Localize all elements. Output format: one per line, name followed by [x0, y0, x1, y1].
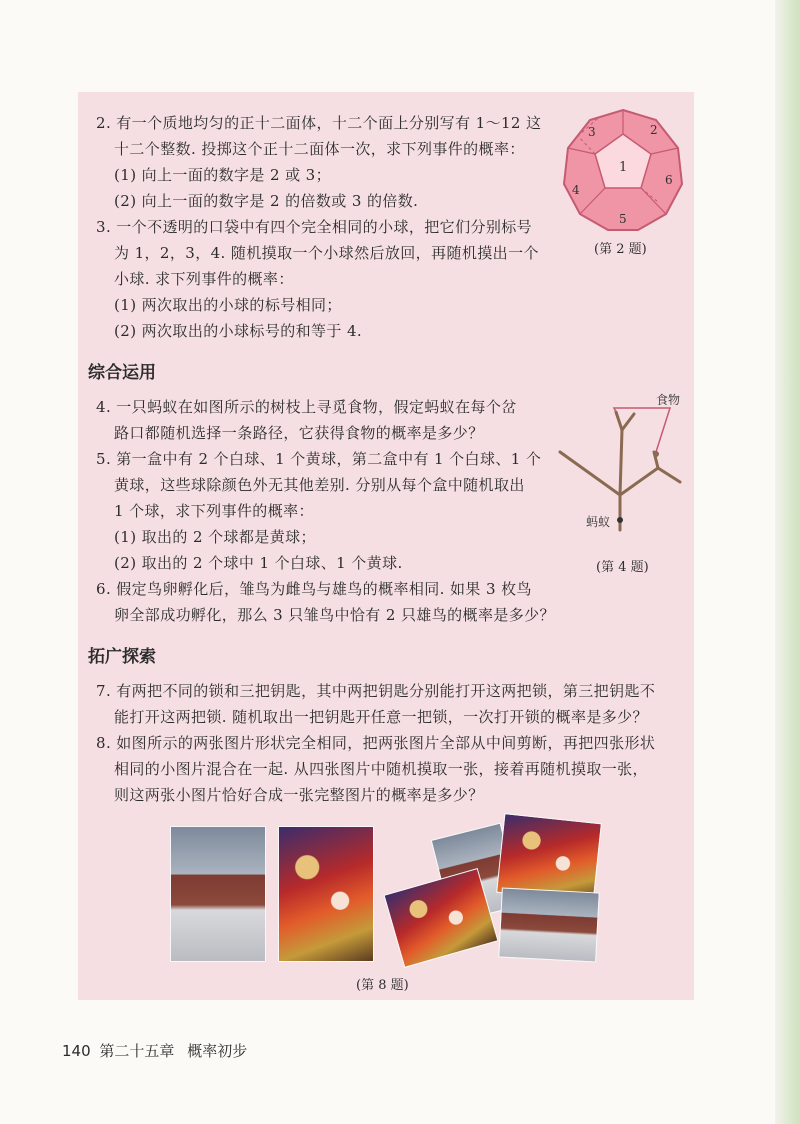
- problem-8-line-2: 相同的小图片混合在一起. 从四张图片中随机摸取一张，接着再随机摸取一张，: [114, 760, 648, 778]
- problem-8-line-1: 8. 如图所示的两张图片形状完全相同，把两张图片全部从中间剪断，再把四张形状: [96, 734, 656, 752]
- section-heading-comprehensive: 综合运用: [88, 363, 156, 383]
- problem-6-line-2: 卵全部成功孵化，那么 3 只雏鸟中恰有 2 只雄鸟的概率是多少？: [114, 606, 555, 624]
- problem-2-sub-2: (2) 向上一面的数字是 2 的倍数或 3 的倍数.: [114, 192, 419, 210]
- photo-piece-winter-bottom: [498, 887, 600, 962]
- problem-4-line-2: 路口都随机选择一条路径，它获得食物的概率是多少？: [114, 424, 484, 442]
- tree-branch-figure: [556, 390, 692, 540]
- page-footer: [62, 1040, 247, 1061]
- face-label-4: 4: [572, 183, 580, 197]
- dodecahedron-figure: [558, 106, 688, 234]
- problem-2-sub-1: (1) 向上一面的数字是 2 或 3；: [114, 166, 332, 184]
- problem-4-line-1: 4. 一只蚂蚁在如图所示的树枝上寻觅食物，假定蚂蚁在每个岔: [96, 398, 517, 416]
- problem-5-sub-2: (2) 取出的 2 个球中 1 个白球、1 个黄球.: [114, 554, 403, 572]
- problem-7-line-1: 7. 有两把不同的锁和三把钥匙，其中两把钥匙分别能打开这两把锁，第三把钥匙不: [96, 682, 656, 700]
- photo-opera-performers: [278, 826, 374, 962]
- problem-3-sub-1: (1) 两次取出的小球的标号相同；: [114, 296, 342, 314]
- chapter-label: 第二十五章: [99, 1042, 175, 1060]
- problem-3-line-3: 小球. 求下列事件的概率：: [114, 270, 294, 288]
- problem-3-sub-2: (2) 两次取出的小球标号的和等于 4.: [114, 322, 363, 340]
- problem-5-line-2: 黄球，这些球除颜色外无其他差别. 分别从每个盒中随机取出: [114, 476, 525, 494]
- problem-6-line-1: 6. 假定鸟卵孵化后，雏鸟为雌鸟与雄鸟的概率相同. 如果 3 枚鸟: [96, 580, 532, 598]
- photo-winter-gate: [170, 826, 266, 962]
- book-spine: [775, 0, 800, 1124]
- figure-8-caption: (第 8 题): [356, 978, 409, 993]
- face-label-2: 2: [650, 123, 658, 137]
- figure-4-caption: (第 4 题): [596, 560, 649, 575]
- problem-5-sub-1: (1) 取出的 2 个球都是黄球；: [114, 528, 316, 546]
- label-ant: 蚂蚁: [586, 515, 611, 529]
- problem-3-line-2: 为 1，2，3，4. 随机摸取一个小球然后放回，再随机摸出一个: [114, 244, 539, 262]
- face-label-6: 6: [665, 173, 673, 187]
- problem-2-line-1: 2. 有一个质地均匀的正十二面体，十二个面上分别写有 1～12 这: [96, 114, 542, 132]
- problem-5-line-1: 5. 第一盒中有 2 个白球、1 个黄球，第二盒中有 1 个白球、1 个: [96, 450, 542, 468]
- face-label-5: 5: [619, 212, 627, 226]
- face-label-3: 3: [588, 125, 596, 139]
- problem-3-line-1: 3. 一个不透明的口袋中有四个完全相同的小球，把它们分别标号: [96, 218, 533, 236]
- page-number: 140: [62, 1042, 91, 1060]
- problem-5-line-3: 1 个球，求下列事件的概率：: [114, 502, 314, 520]
- face-label-1: 1: [619, 160, 628, 175]
- problem-8-line-3: 则这两张小图片恰好合成一张完整图片的概率是多少？: [114, 786, 484, 804]
- chapter-title: 概率初步: [187, 1042, 248, 1060]
- label-food: 食物: [656, 393, 681, 407]
- problem-2-line-2: 十二个整数. 投掷这个正十二面体一次，求下列事件的概率：: [114, 140, 525, 158]
- section-heading-extension: 拓广探索: [88, 647, 156, 667]
- figure-2-caption: (第 2 题): [594, 242, 647, 257]
- problem-7-line-2: 能打开这两把锁. 随机取出一把钥匙开任意一把锁，一次打开锁的概率是多少？: [114, 708, 648, 726]
